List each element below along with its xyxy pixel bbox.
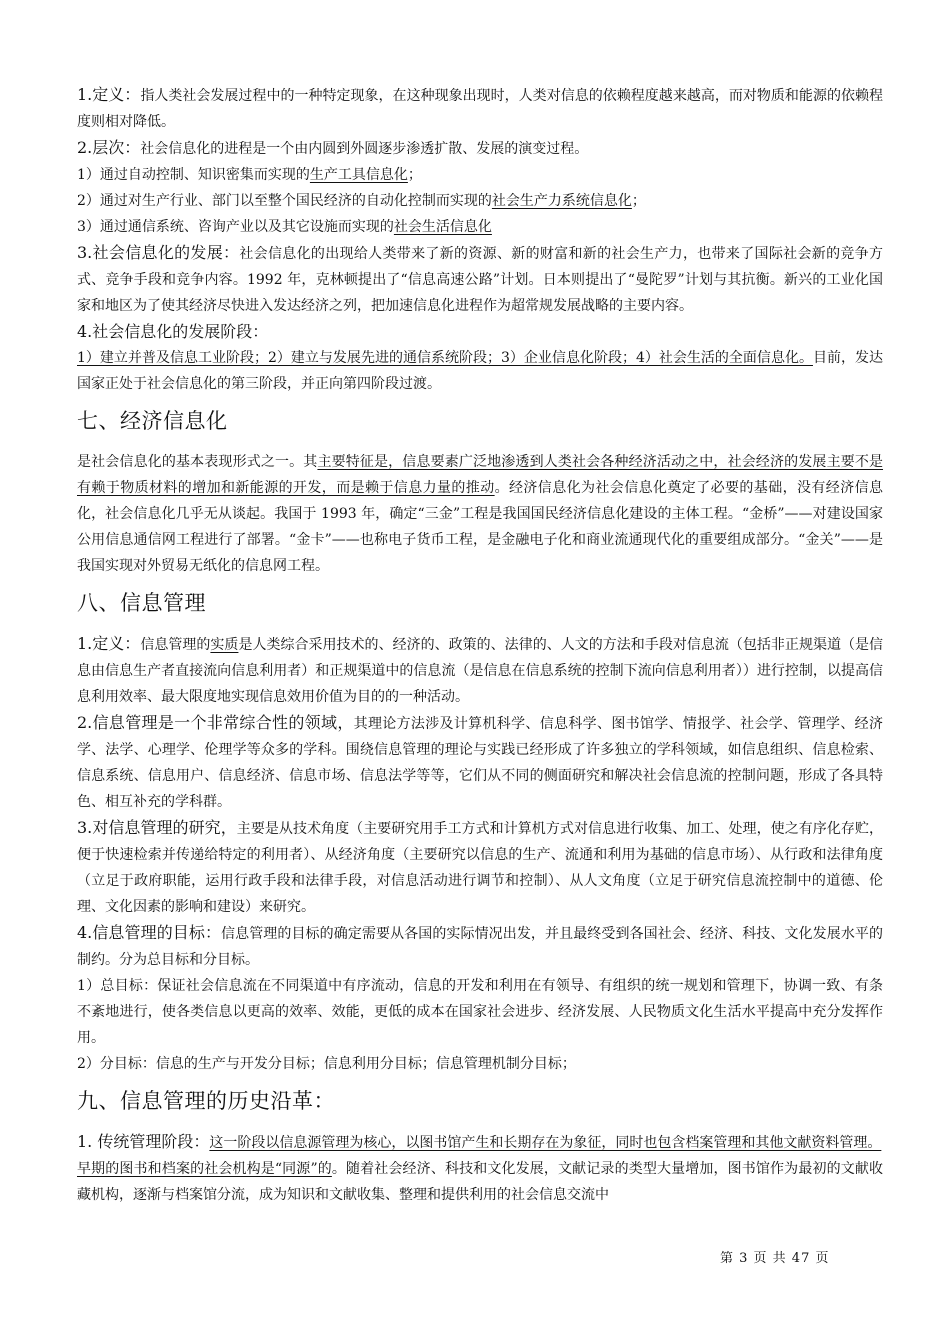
s8-research: 3.对信息管理的研究，主要是从技术角度（主要研究用手工方式和计算机方式对信息进行收集、加工、处理，使之有序化存贮，便于快速检索并传递给特定的利用者）、从经济角度（主要研究以信息的生产、流通和利用为基础的信息市场）、从行政和法律角度（立足于政府职能，运用行政手段和法律手段，对信息活动进行调节和控制）、从人文角度（立足于研究信息流控制中的道德、伦理、文化因素的影响和建设）来研究。 — [77, 818, 883, 915]
section-9-heading: 九、信息管理的历史沿革： — [77, 1089, 335, 1113]
s6-level-2: 2）通过对生产行业、部门以至整个国民经济的自动化控制而实现的社会生产力系统信息化； — [77, 193, 646, 209]
s8-sub-goals: 2）分目标：信息的生产与开发分目标；信息利用分目标；信息管理机制分目标； — [77, 1056, 576, 1072]
s8-goals-lead: 4.信息管理的目标： — [77, 923, 222, 942]
s9-traditional-stage: 1. 传统管理阶段：这一阶段以信息源管理为核心，以图书馆产生和长期存在为象征，同时也包含档案管理和其他文献资料管理。 — [77, 1132, 882, 1151]
s6-levels: 2.层次：社会信息化的进程是一个由内圆到外圆逐步渗透扩散、发展的演变过程。 — [77, 138, 589, 157]
s6-level-3: 3）通过通信系统、咨询产业以及其它设施而实现的社会生活信息化 — [77, 219, 492, 235]
section-7-heading: 七、经济信息化 — [77, 409, 228, 433]
s7-body: 是社会信息化的基本表现形式之一。其主要特征是，信息要素广泛地渗透到人类社会各种经济活动之中，社会经济的发展主要不是有赖于物质材料的增加和新能源的开发，而是赖于信息力量的推动。经济信息化为社会信息化奠定了必要的基础，没有经济信息化，社会信息化几乎无从谈起。我国于 1993 年，确定“三金”工程是我国国民经济信息化建设的主体工程。“金桥”——对建设国家公用信息通信网工程进行了部署。“金卡”——也称电子货币工程，是金融电子化和商业流通现代化的重要组成部分。“金关”——是我国实现对外贸易无纸化的信息网工程。 — [77, 454, 884, 574]
s9-traditional-stage-lead: 1. 传统管理阶段： — [77, 1132, 210, 1151]
s6-development: 3.社会信息化的发展：社会信息化的出现给人类带来了新的资源、新的财富和新的社会生产力，也带来了国际社会新的竞争方式、竞争手段和竞争内容。1992 年，克林顿提出了“信息高速公路”计划。日本则提出了“曼陀罗”计划与其抗衡。新兴的工业化国家和地区为了使其经济尽快进入发达经济之列，把加速信息化进程作为超常规发展战略的主要内容。 — [77, 243, 883, 314]
s8-definition: 1.定义：信息管理的实质是人类综合采用技术的、经济的、政策的、法律的、人文的方法和手段对信息流（包括非正规渠道（是信息由信息生产者直接流向信息利用者）和正规渠道中的信息流（是信息在信息系统的控制下流向信息利用者））进行控制，以提高信息利用效率、最大限度地实现信息效用价值为目的的一种活动。 — [77, 634, 884, 705]
s6-levels-lead: 2.层次： — [77, 138, 141, 157]
s8-goals: 4.信息管理的目标：信息管理的目标的确定需要从各国的实际情况出发，并且最终受到各国社会、经济、科技、文化发展水平的制约。分为总目标和分目标。 — [77, 923, 883, 968]
s6-stages-lead: 4.社会信息化的发展阶段： — [77, 322, 269, 341]
s6-definition-lead: 1.定义： — [77, 85, 141, 104]
s6-definition: 1.定义：指人类社会发展过程中的一种特定现象，在这种现象出现时，人类对信息的依赖程度越来越高，而对物质和能源的依赖程度则相对降低。 — [77, 85, 883, 130]
s6-level-1: 1）通过自动控制、知识密集而实现的生产工具信息化； — [77, 167, 422, 183]
s6-development-lead: 3.社会信息化的发展： — [77, 243, 240, 262]
s8-overall-goal: 1）总目标：保证社会信息流在不同渠道中有序流动，信息的开发和利用在有领导、有组织的统一规划和管理下，协调一致、有条不紊地进行，使各类信息以更高的效率、效能，更低的成本在国家社会进步、经济发展、人民物质文化生活水平提高中充分发挥作用。 — [77, 978, 883, 1046]
s8-research-lead: 3.对信息管理的研究， — [77, 818, 237, 837]
section-8-heading: 八、信息管理 — [77, 591, 206, 615]
s8-field-lead: 2.信息管理是一个非常综合性的领域， — [77, 713, 354, 732]
s6-stages: 1）建立并普及信息工业阶段；2）建立与发展先进的通信系统阶段；3）企业信息化阶段；4）社会生活的全面信息化。目前，发达国家正处于社会信息化的第三阶段，并正向第四阶段过渡。 — [77, 350, 883, 392]
s9-early-institutions: 早期的图书和档案的社会机构是“同源”的。随着社会经济、科技和文化发展，文献记录的类型大量增加，图书馆作为最初的文献收藏机构，逐渐与档案馆分流，成为知识和文献收集、整理和提供利用的社会信息交流中 — [77, 1161, 883, 1203]
s8-definition-lead: 1.定义： — [77, 634, 141, 653]
document-content — [77, 82, 883, 1208]
page-number-footer: 第 3 页 共 47 页 — [720, 1251, 830, 1266]
s8-field: 2.信息管理是一个非常综合性的领域，其理论方法涉及计算机科学、信息科学、图书馆学、情报学、社会学、管理学、经济学、法学、心理学、伦理学等众多的学科。围绕信息管理的理论与实践已经形成了许多独立的学科领域，如信息组织、信息检索、信息系统、信息用户、信息经济、信息市场、信息法学等等，它们从不同的侧面研究和解决社会信息流的控制问题，形成了各具特色、相互补充的学科群。 — [77, 713, 883, 810]
